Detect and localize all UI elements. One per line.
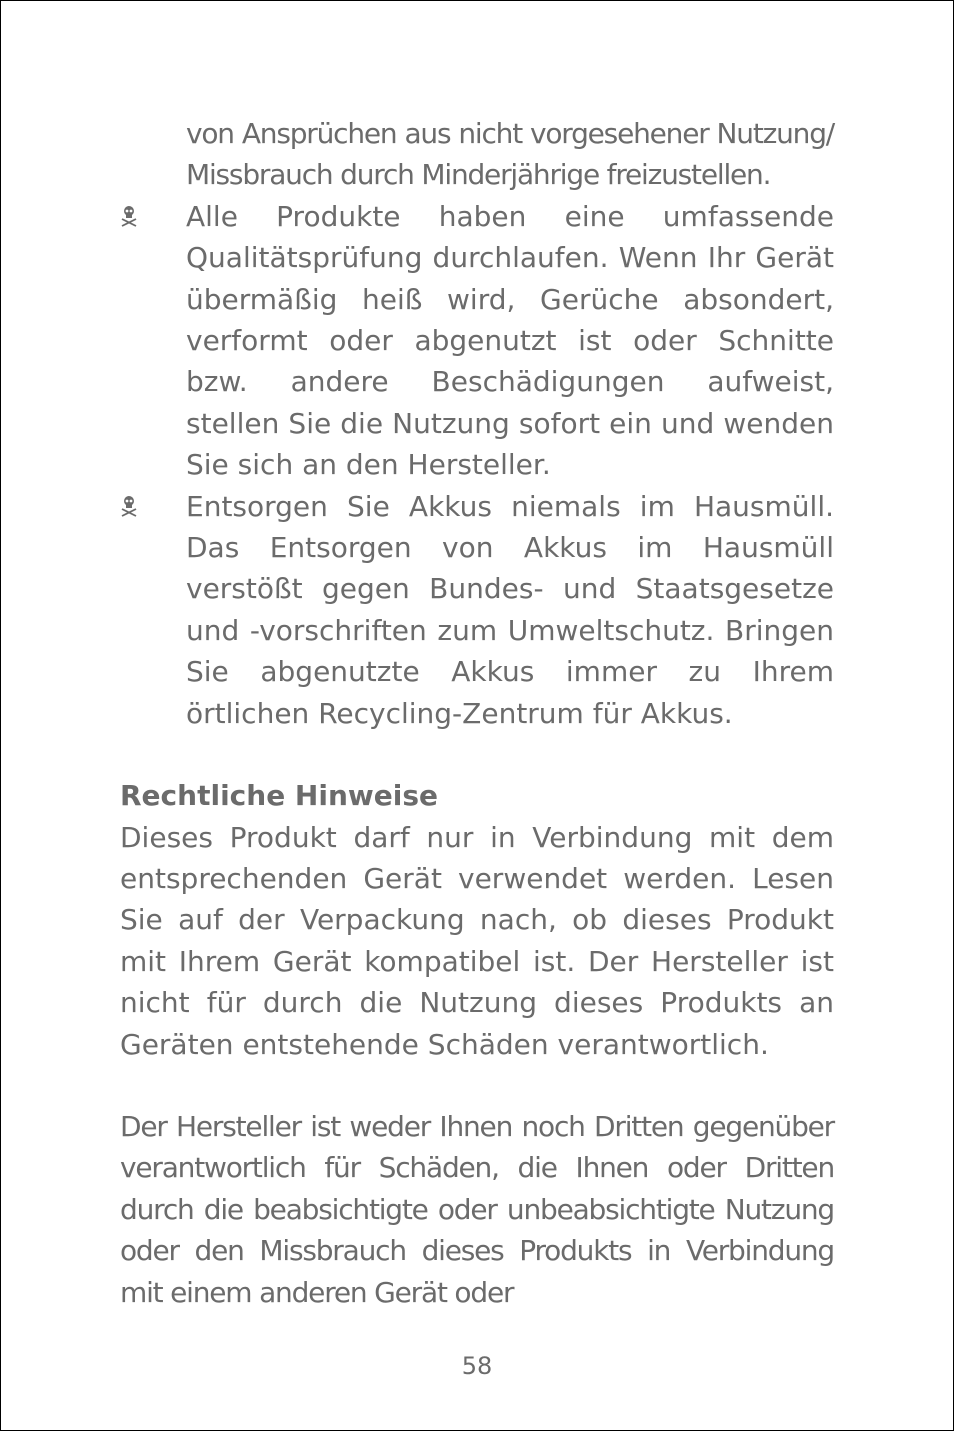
section-spacer [120,734,834,775]
bullet-item-quality [120,196,834,486]
legal-paragraph-2: Der Hersteller ist weder Ihnen noch Dritten gegenüber verantwortlich für Schäden, die Ihnen oder Dritten durch die beabsichtigte oder unbeabsichtigte Nutzung oder den Missbrauch dieses Produkts in Verbindung mit einem anderen Gerät oder [120,1109,834,1309]
page-number: 58 [461,1352,493,1380]
page-content [120,113,834,1313]
legal-heading: Rechtliche Hinweise [120,779,439,813]
skull-crossbones-icon [120,495,138,517]
bullet-item-disposal [120,486,834,734]
legal-paragraph-1: Dieses Produkt darf nur in Verbindung mit dem entsprechenden Gerät verwendet werden. Lesen Sie auf der Verpackung nach, ob dieses Produkt mit Ihrem Gerät kompatibel ist. Der Hersteller ist nicht für durch die Nutzung dieses Produkts an Geräten entstehende Schäden verantwortlich. [120,820,834,1061]
paragraph-spacer [120,1065,834,1106]
bullet-text: Entsorgen Sie Akkus niemals im Hausmüll. Das Entsorgen von Akkus im Hausmüll verstößt gegen Bundes- und Staatsgesetze und -vorschriften zum Umweltschutz. Bringen Sie abgenutzte Akkus immer zu Ihrem örtlichen Recycling-Zentrum für Akkus. [186,489,834,730]
skull-crossbones-icon [120,205,138,227]
bullet-text: Alle Produkte haben eine umfassende Qualitätsprüfung durchlaufen. Wenn Ihr Gerät übermäßig heiß wird, Gerüche absondert, verformt oder abgenutzt ist oder Schnitte bzw. andere Beschädigungen aufweist, stellen Sie die Nutzung sofort ein und wenden Sie sich an den Hersteller. [186,199,834,482]
intro-continuation: von Ansprüchen aus nicht vorgesehener Nutzung/ Missbrauch durch Minderjährige freizustellen. [186,117,834,192]
